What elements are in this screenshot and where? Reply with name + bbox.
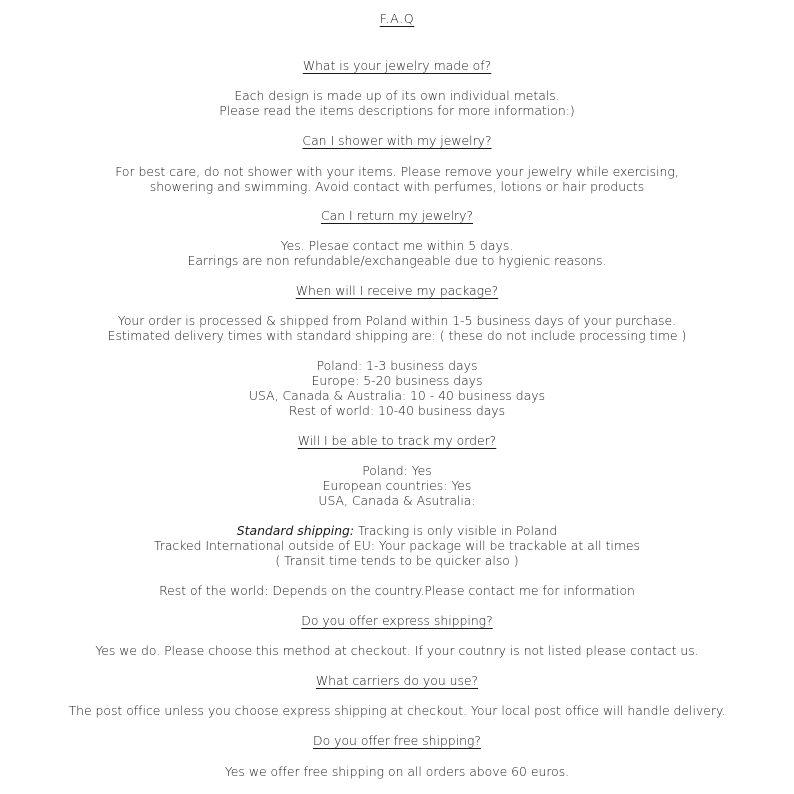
answer-line: Please read the items descriptions for more information:) bbox=[219, 103, 575, 118]
answer-line: For best care, do not shower with your items. Please remove your jewelry while exercising, bbox=[115, 164, 679, 179]
question-carriers: What carriers do you use? bbox=[315, 673, 479, 688]
question-return: Can I return my jewelry? bbox=[320, 208, 474, 223]
question-shower: Can I shower with my jewelry? bbox=[302, 133, 492, 148]
tracking-poland: Poland: Yes bbox=[362, 463, 432, 478]
answer-line: showering and swimming. Avoid contact with perfumes, lotions or hair products bbox=[149, 179, 645, 194]
question-free-shipping: Do you offer free shipping? bbox=[313, 733, 481, 748]
question-jewelry-material: What is your jewelry made of? bbox=[302, 58, 492, 73]
answer-line: Yes. Plesae contact me within 5 days. bbox=[280, 238, 514, 253]
delivery-time-usa-canada-australia: USA, Canada & Australia: 10 - 40 business days bbox=[248, 388, 546, 403]
answer-line: Yes we do. Please choose this method at checkout. If your coutnry is not listed please contact us. bbox=[95, 643, 699, 658]
standard-shipping-text: Tracking is only visible in Poland bbox=[354, 523, 558, 538]
page-title: F.A.Q bbox=[379, 11, 415, 26]
question-express-shipping: Do you offer express shipping? bbox=[301, 613, 493, 628]
answer-line: Yes we offer free shipping on all orders above 60 euros. bbox=[224, 764, 570, 779]
tracked-international-line: Tracked International outside of EU: Your package will be trackable at all times bbox=[153, 538, 640, 553]
tracking-usa-canada-australia: USA, Canada & Asutralia: bbox=[318, 493, 476, 508]
tracking-europe: European countries: Yes bbox=[322, 478, 472, 493]
delivery-time-poland: Poland: 1-3 business days bbox=[316, 358, 478, 373]
question-track-order: Will I be able to track my order? bbox=[297, 433, 497, 448]
delivery-time-europe: Europe: 5-20 business days bbox=[311, 373, 483, 388]
answer-line: The post office unless you choose express shipping at checkout. Your local post office will handle delivery. bbox=[68, 703, 726, 718]
standard-shipping-line bbox=[0, 523, 794, 538]
standard-shipping-label: Standard shipping: bbox=[236, 523, 355, 538]
answer-line: Your order is processed & shipped from Poland within 1-5 business days of your purchase. bbox=[117, 313, 677, 328]
answer-line: Estimated delivery times with standard shipping are: ( these do not include processing time ) bbox=[107, 328, 687, 343]
answer-line: Earrings are non refundable/exchangeable due to hygienic reasons. bbox=[187, 253, 607, 268]
delivery-time-rest-of-world: Rest of world: 10-40 business days bbox=[288, 403, 506, 418]
answer-line: Each design is made up of its own individual metals. bbox=[234, 88, 560, 103]
tracking-rest-of-world: Rest of the world: Depends on the country.Please contact me for information bbox=[159, 583, 635, 598]
transit-time-note: ( Transit time tends to be quicker also ) bbox=[275, 553, 519, 568]
question-receive-package: When will I receive my package? bbox=[295, 283, 499, 298]
